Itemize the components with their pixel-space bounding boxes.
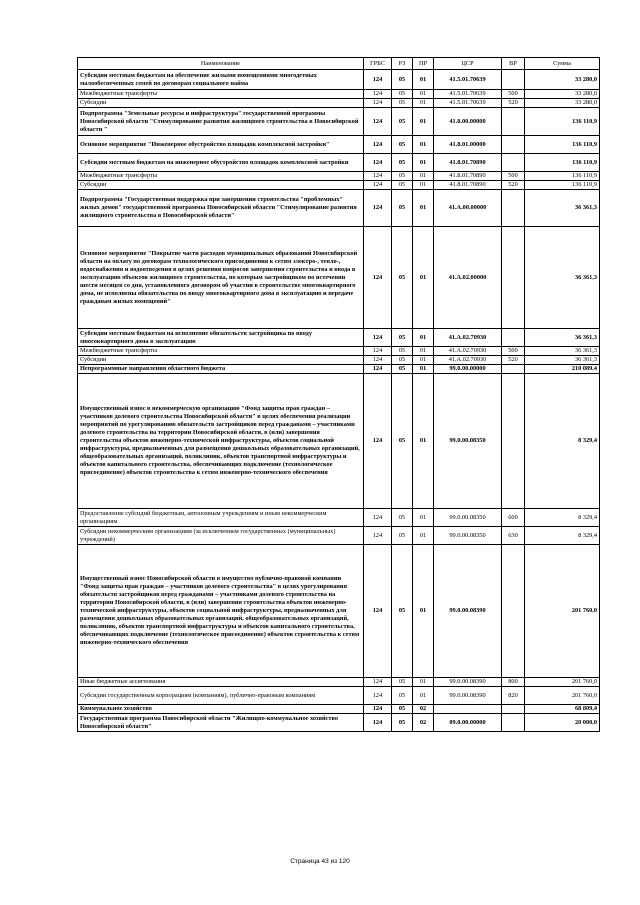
table-row (78, 136, 600, 154)
cell-pr: 01 (413, 154, 434, 172)
header-name: Наименование (78, 58, 364, 70)
table-row (78, 190, 600, 227)
cell-name: Подпрограмма "Земельные ресурсы и инфраструктура" государственной программы Новосибирской области "Стимулирование развития жилищного строительства в Новосибирской области " (78, 108, 364, 136)
cell-grbs: 124 (364, 154, 392, 172)
cell-rz: 05 (392, 374, 413, 509)
cell-vr: 520 (502, 356, 525, 365)
cell-pr: 01 (413, 545, 434, 678)
cell-pr: 01 (413, 136, 434, 154)
table-row (78, 172, 600, 181)
cell-pr: 01 (413, 172, 434, 181)
cell-grbs: 124 (364, 347, 392, 356)
table-row (78, 99, 600, 108)
table-row (78, 329, 600, 347)
cell-rz: 05 (392, 70, 413, 90)
cell-vr (502, 70, 525, 90)
cell-sum: 136 110,9 (525, 136, 600, 154)
cell-rz: 05 (392, 365, 413, 374)
cell-pr: 01 (413, 365, 434, 374)
cell-vr: 500 (502, 172, 525, 181)
cell-sum: 201 760,0 (525, 687, 600, 705)
cell-sum: 201 760,0 (525, 678, 600, 687)
cell-grbs: 124 (364, 705, 392, 714)
cell-csr: 99.0.00.08350 (434, 374, 502, 509)
header-pr: ПР (413, 58, 434, 70)
cell-vr: 500 (502, 90, 525, 99)
cell-csr: 41.8.01.00000 (434, 136, 502, 154)
table-row (78, 365, 600, 374)
cell-csr (434, 705, 502, 714)
cell-pr: 01 (413, 108, 434, 136)
cell-sum: 136 110,9 (525, 181, 600, 190)
cell-rz: 05 (392, 705, 413, 714)
cell-grbs: 124 (364, 181, 392, 190)
table-row (78, 545, 600, 678)
header-vr: ВР (502, 58, 525, 70)
cell-pr: 01 (413, 687, 434, 705)
cell-sum: 136 110,9 (525, 154, 600, 172)
cell-name: Субсидии местным бюджетам на инженерное обустройство площадок комплексной застройки (78, 154, 364, 172)
cell-csr: 99.0.00.08390 (434, 678, 502, 687)
cell-pr: 01 (413, 347, 434, 356)
cell-sum: 36 361,3 (525, 227, 600, 329)
table-row (78, 347, 600, 356)
cell-pr: 02 (413, 714, 434, 732)
cell-pr: 01 (413, 227, 434, 329)
cell-name: Субсидии местным бюджетам на исполнение обязательств застройщика по вводу многоквартирного дома в эксплуатацию (78, 329, 364, 347)
cell-csr: 41.8.01.70890 (434, 172, 502, 181)
cell-name: Субсидии местным бюджетам на обеспечение жилыми помещениями многодетных малообеспеченных семей по договорам социального найма (78, 70, 364, 90)
cell-pr: 01 (413, 509, 434, 527)
cell-rz: 05 (392, 181, 413, 190)
cell-grbs: 124 (364, 136, 392, 154)
cell-vr (502, 714, 525, 732)
table-row (78, 687, 600, 705)
table-row (78, 714, 600, 732)
cell-name: Предоставление субсидий бюджетным, автономным учреждениям и иным некоммерческим организациям (78, 509, 364, 527)
cell-vr: 630 (502, 527, 525, 545)
cell-vr (502, 108, 525, 136)
cell-name: Государственная программа Новосибирской области "Жилищно-коммунальное хозяйство Новосибирской области" (78, 714, 364, 732)
cell-rz: 05 (392, 509, 413, 527)
cell-csr: 41.8.01.70890 (434, 154, 502, 172)
cell-name: Межбюджетные трансферты (78, 347, 364, 356)
header-sum: Сумма (525, 58, 600, 70)
table-row (78, 70, 600, 90)
cell-name: Межбюджетные трансферты (78, 172, 364, 181)
cell-vr: 820 (502, 687, 525, 705)
cell-name: Субсидии некоммерческим организациям (за исключением государственных (муниципальных) учреждений) (78, 527, 364, 545)
cell-rz: 05 (392, 154, 413, 172)
table-header-row (78, 58, 600, 70)
cell-sum: 33 280,0 (525, 90, 600, 99)
cell-name: Коммунальное хозяйство (78, 705, 364, 714)
cell-name: Основное мероприятие "Покрытие части расходов муниципальных образований Новосибирской области на оплату по договорам технологического присоединения к сетям электро-, тепло-, водоснабжения и водоотведения в целях решения вопросов завершения строительства и ввода в эксплуатацию объектов жилищного строительства, по которым застройщиком по истечении шести месяцев со дня, установленного договором об участии в строительстве многоквартирного дома, не исполнены обязательства по вводу многоквартирного дома в эксплуатацию и передаче гражданам жилых помещений" (78, 227, 364, 329)
cell-name: Субсидии государственным корпорациям (компаниям), публично-правовым компаниям (78, 687, 364, 705)
cell-csr: 09.0.00.00000 (434, 714, 502, 732)
budget-table (77, 57, 600, 732)
cell-sum: 136 110,9 (525, 108, 600, 136)
cell-pr: 01 (413, 99, 434, 108)
table-row (78, 509, 600, 527)
cell-pr: 01 (413, 329, 434, 347)
cell-sum: 36 361,3 (525, 347, 600, 356)
table-row (78, 154, 600, 172)
cell-vr (502, 705, 525, 714)
cell-rz: 05 (392, 687, 413, 705)
cell-rz: 05 (392, 99, 413, 108)
cell-grbs: 124 (364, 545, 392, 678)
header-rz: РЗ (392, 58, 413, 70)
cell-rz: 05 (392, 678, 413, 687)
cell-csr: 41.5.01.70639 (434, 99, 502, 108)
cell-vr (502, 329, 525, 347)
cell-grbs: 124 (364, 108, 392, 136)
cell-pr: 01 (413, 374, 434, 509)
cell-csr: 99.0.00.08390 (434, 545, 502, 678)
cell-sum: 20 000,0 (525, 714, 600, 732)
cell-rz: 05 (392, 329, 413, 347)
cell-grbs: 124 (364, 70, 392, 90)
cell-csr: 99.0.00.08350 (434, 527, 502, 545)
cell-vr: 520 (502, 181, 525, 190)
cell-pr: 01 (413, 90, 434, 99)
cell-pr: 01 (413, 527, 434, 545)
cell-sum: 36 361,3 (525, 190, 600, 227)
cell-grbs: 124 (364, 329, 392, 347)
table-row (78, 227, 600, 329)
cell-rz: 05 (392, 190, 413, 227)
table-row (78, 356, 600, 365)
cell-vr: 800 (502, 678, 525, 687)
cell-sum: 8 329,4 (525, 374, 600, 509)
cell-vr: 520 (502, 99, 525, 108)
cell-csr: 41.А.02.70930 (434, 347, 502, 356)
cell-sum: 36 361,3 (525, 356, 600, 365)
cell-rz: 05 (392, 227, 413, 329)
cell-csr: 41.А.02.00000 (434, 227, 502, 329)
cell-csr: 41.А.00.00000 (434, 190, 502, 227)
table-row (78, 90, 600, 99)
cell-vr: 600 (502, 509, 525, 527)
cell-rz: 05 (392, 136, 413, 154)
table-row (78, 181, 600, 190)
cell-rz: 05 (392, 347, 413, 356)
cell-csr: 41.5.01.70639 (434, 90, 502, 99)
cell-rz: 05 (392, 90, 413, 99)
cell-name: Субсидии (78, 99, 364, 108)
cell-csr: 41.8.00.00000 (434, 108, 502, 136)
cell-grbs: 124 (364, 687, 392, 705)
header-csr: ЦСР (434, 58, 502, 70)
cell-grbs: 124 (364, 190, 392, 227)
cell-sum: 8 329,4 (525, 527, 600, 545)
table-row (78, 108, 600, 136)
cell-grbs: 124 (364, 527, 392, 545)
cell-grbs: 124 (364, 99, 392, 108)
cell-vr (502, 227, 525, 329)
cell-csr: 41.5.01.70639 (434, 70, 502, 90)
page-number: Страница 43 из 120 (290, 858, 350, 865)
cell-name: Подпрограмма "Государственная поддержка при завершении строительства "проблемных" жилых домов" государственной программы Новосибирской области "Стимулирование развития жилищного строительства в Новосибирской области" (78, 190, 364, 227)
table-body (78, 70, 600, 732)
cell-name: Иные бюджетные ассигнования (78, 678, 364, 687)
cell-pr: 02 (413, 705, 434, 714)
cell-csr: 41.8.01.70890 (434, 181, 502, 190)
table-row (78, 678, 600, 687)
cell-sum: 36 361,3 (525, 329, 600, 347)
cell-csr: 99.0.00.00000 (434, 365, 502, 374)
cell-grbs: 124 (364, 356, 392, 365)
cell-pr: 01 (413, 181, 434, 190)
cell-csr: 99.0.00.08350 (434, 509, 502, 527)
cell-vr (502, 545, 525, 678)
cell-vr (502, 136, 525, 154)
cell-name: Имущественный взнос в некоммерческую организацию "Фонд защиты прав граждан – участников долевого строительства Новосибирской области" в целях обеспечения реализации мероприятий по урегулированию обязательств застройщиков перед гражданами – участниками долевого строительства на территории Новосибирской области, в (или) завершения строительства объектов инженерно-технической инфраструктуры, объектов социальной инфраструктуры, предназначенных для размещения дошкольных образовательных организаций, общеобразовательных организаций, поликлиник, объектов транспортной инфраструктуры и объектов капитального строительства, обеспечивающих подключение (технологическое присоединение) объектов строительства к сетям инженерно-технического обеспечения (78, 374, 364, 509)
table-row (78, 374, 600, 509)
cell-sum: 136 110,9 (525, 172, 600, 181)
cell-grbs: 124 (364, 172, 392, 181)
cell-grbs: 124 (364, 714, 392, 732)
table-row (78, 527, 600, 545)
cell-sum: 210 089,4 (525, 365, 600, 374)
cell-rz: 05 (392, 527, 413, 545)
cell-csr: 99.0.00.08390 (434, 687, 502, 705)
cell-grbs: 124 (364, 90, 392, 99)
cell-rz: 05 (392, 545, 413, 678)
cell-sum: 33 280,0 (525, 99, 600, 108)
cell-name: Имущественный взнос Новосибирской области в имущество публично-правовой компании "Фонд защиты прав граждан – участников долевого строительства" в целях урегулирования обязательств застройщиков перед гражданами – участниками долевого строительства на территории Новосибирской области, в (или) завершения строительства объектов инженерно-технической инфраструктуры, объектов социальной инфраструктуры, предназначенных для размещения дошкольных образовательных организаций, общеобразовательных организаций, поликлиник, объектов транспортной инфраструктуры и объектов капитального строительства, обеспечивающих подключение (технологическое присоединение) объектов строительства к сетям инженерно-технического обеспечения (78, 545, 364, 678)
cell-sum: 33 280,0 (525, 70, 600, 90)
cell-grbs: 124 (364, 227, 392, 329)
cell-rz: 05 (392, 356, 413, 365)
cell-vr (502, 365, 525, 374)
cell-vr (502, 374, 525, 509)
header-grbs: ГРБС (364, 58, 392, 70)
cell-pr: 01 (413, 356, 434, 365)
cell-pr: 01 (413, 678, 434, 687)
cell-grbs: 124 (364, 509, 392, 527)
cell-rz: 05 (392, 108, 413, 136)
cell-grbs: 124 (364, 678, 392, 687)
cell-pr: 01 (413, 190, 434, 227)
cell-name: Субсидии (78, 356, 364, 365)
cell-vr (502, 190, 525, 227)
cell-vr: 500 (502, 347, 525, 356)
cell-name: Основное мероприятие "Инженерное обустройство площадок комплексной застройки" (78, 136, 364, 154)
cell-sum: 8 329,4 (525, 509, 600, 527)
budget-table-container (77, 57, 599, 732)
cell-vr (502, 154, 525, 172)
cell-rz: 05 (392, 714, 413, 732)
cell-name: Субсидии (78, 181, 364, 190)
cell-grbs: 124 (364, 365, 392, 374)
cell-name: Межбюджетные трансферты (78, 90, 364, 99)
cell-name: Непрограммные направления областного бюджета (78, 365, 364, 374)
cell-grbs: 124 (364, 374, 392, 509)
cell-pr: 01 (413, 70, 434, 90)
cell-csr: 41.А.02.70930 (434, 329, 502, 347)
cell-csr: 41.А.02.70930 (434, 356, 502, 365)
cell-sum: 201 760,0 (525, 545, 600, 678)
cell-sum: 68 809,4 (525, 705, 600, 714)
cell-rz: 05 (392, 172, 413, 181)
table-row (78, 705, 600, 714)
